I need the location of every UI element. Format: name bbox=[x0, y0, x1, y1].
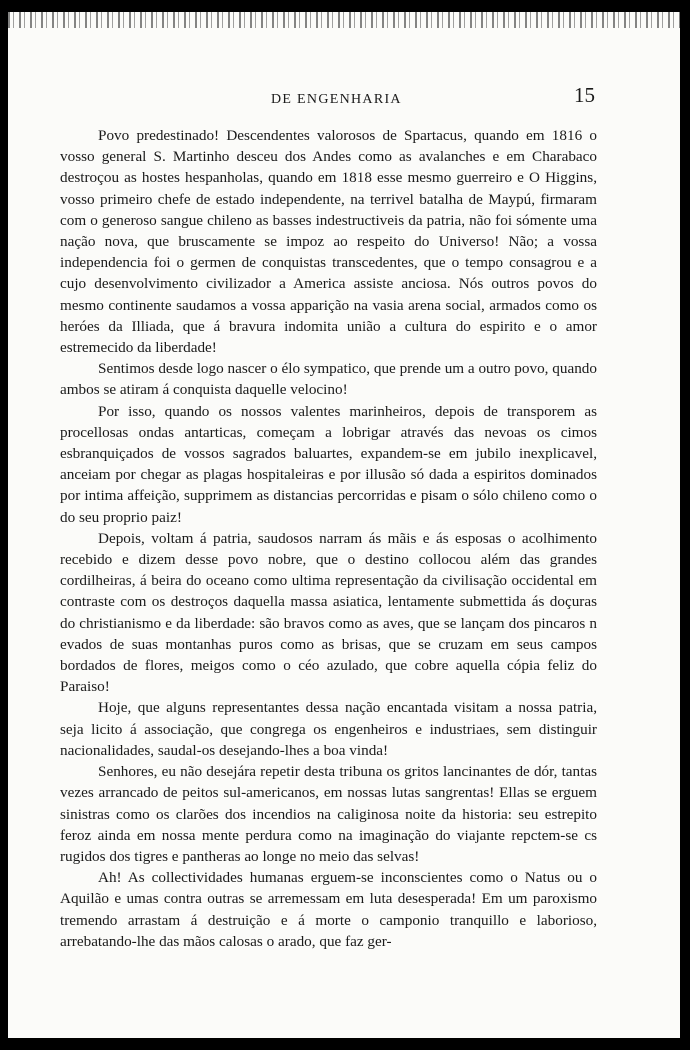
body-text bbox=[60, 125, 597, 952]
book-page bbox=[8, 12, 680, 1038]
page-number: 15 bbox=[574, 83, 595, 107]
scan-edge-noise bbox=[8, 12, 680, 28]
paragraph: Hoje, que alguns representantes dessa nação encantada visitam a nossa patria, seja licito á associação, que congrega os engenheiros e industriaes, sem distinguir nacionalidades, saudal-os desejando-lhes a boa vinda! bbox=[60, 699, 597, 759]
paragraph: Ah! As collectividades humanas erguem-se inconscientes como o Natus ou o Aquilão e umas contra outras se arremessam em luta desesperada! Em um paroxismo tremendo arrastam á destruição e á morte o camponio tranquillo e laborioso, arrebatando-lhe das mãos calosas o arado, que faz ger- bbox=[60, 869, 597, 950]
paragraph: Sentimos desde logo nascer o élo sympatico, que prende um a outro povo, quando ambos se atiram á conquista daquelle velocino! bbox=[60, 360, 597, 399]
paragraph: Povo predestinado! Descendentes valorosos de Spartacus, quando em 1816 o vosso general S. Martinho desceu dos Andes como as avalanches e em Charabaco destroçou as hostes hespanholas, quando em 1818 esse mesmo guerreiro e O Higgins, vosso primeiro chefe de estado independente, na terrivel batalha de Maypú, firmaram com o generoso sangue chileno as basses indestructiveis da patria, não foi sómente uma nação nova, que bruscamente se impoz ao respeito do Universo! Não; a vossa independencia foi o germen de conquistas transcedentes, que o tempo consagrou e a cujo desenvolvimento civilizador a America assiste anciosa. Nós outros povos do mesmo continente saudamos a vossa apparição na vasia arena social, armados como os heróes da Illiada, que á bravura indomita união a cultura do espirito e o amor estremecido da liberdade! bbox=[60, 127, 597, 357]
paragraph: Por isso, quando os nossos valentes marinheiros, depois de transporem as procellosas ondas antarticas, começam a lobrigar através das nevoas os cimos esbranquiçados de vossos sagrados baluartes, expandem-se em jubilo inexplicavel, anceiam por chegar as plagas hospitaleiras e por illusão só dada a espiritos dominados por intima affeição, supprimem as distancias percorridas e pisam o sólo chileno como o do seu proprio paiz! bbox=[60, 402, 597, 526]
page-header bbox=[8, 83, 680, 118]
paragraph: Depois, voltam á patria, saudosos narram ás mãis e ás esposas o acolhimento recebido e dizem desse povo nobre, que o destino collocou além das grandes cordilheiras, á beira do oceano como ultima representação da civilisação occidental em contraste com os destroços daquella massa asiatica, lentamente submettida ás doçuras do christianismo e da liberdade: são bravos como as aves, que se lançam dos pincaros n evados de suas montanhas puros como as brisas, que se cruzam em seus campos bordados de flores, meigos como o céo azulado, que cobre aquella cópia feliz do Paraiso! bbox=[60, 529, 597, 696]
running-title: DE ENGENHARIA bbox=[271, 92, 402, 107]
paragraph: Senhores, eu não desejára repetir desta tribuna os gritos lancinantes de dór, tantas vezes arrancado de peitos sul-americanos, em nossas lutas sangrentas! Ellas se erguem sinistras como os clarões dos incendios na caliginosa noite da historia: seu estrepito feroz ainda em nossa mente perdura como na imaginação do viajante repctem-se cs rugidos dos tigres e pantheras ao longe no meio das selvas! bbox=[60, 763, 597, 865]
